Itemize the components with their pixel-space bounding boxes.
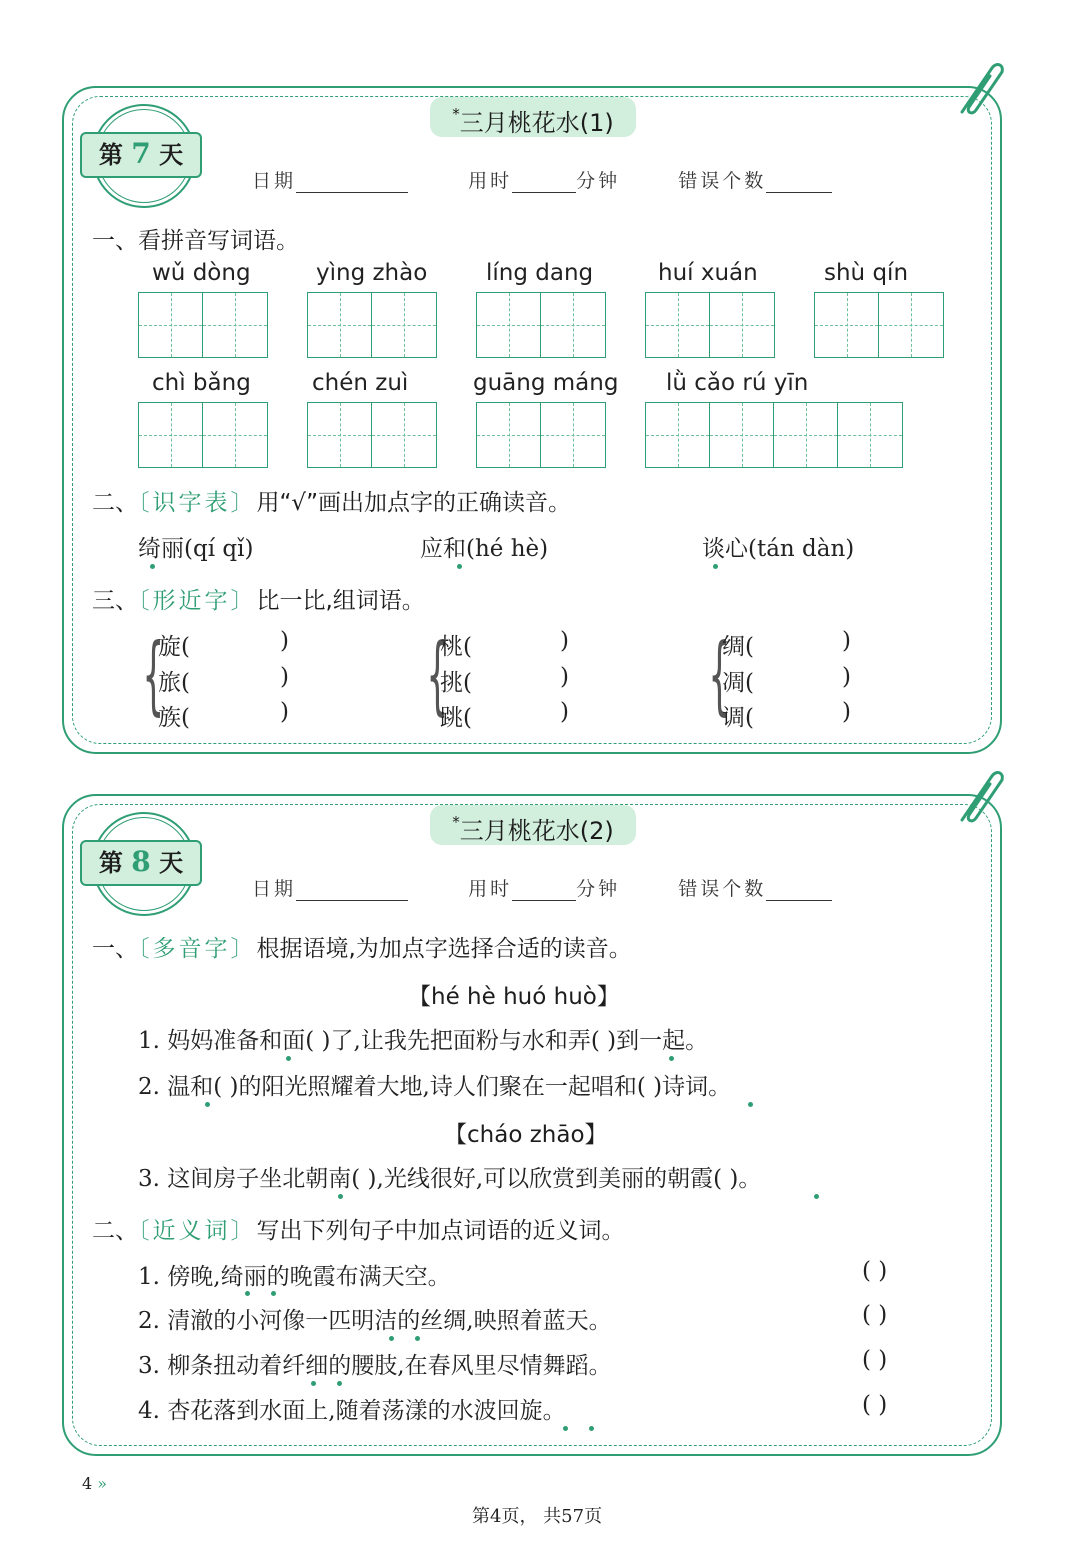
sentence[interactable]: 1. 妈妈准备和面( )了,让我先把面粉与水和弄( )到一起。 [138,1028,709,1054]
emphasis-dot [245,1291,250,1296]
writing-grid[interactable] [476,292,606,358]
day7-q3-heading: 三、〔形近字〕比一比,组词语。 [92,588,425,614]
answer-blank[interactable]: ( ) [862,1302,888,1328]
pinyin-label: lǜ cǎo rú yīn [666,370,809,396]
emphasis-dot [389,1336,394,1341]
compare-char: 桃( [440,634,472,660]
paren-close: ) [560,628,569,654]
errors-field[interactable] [766,881,832,901]
sentence[interactable]: 2. 温和( )的阳光照耀着大地,诗人们聚在一起唱和( )诗词。 [138,1074,732,1100]
paren-close: ) [842,628,851,654]
emphasis-dot [457,564,462,569]
compare-char: 调( [722,705,754,731]
day7-meta: 日期 用时 分钟 错误个数 [252,166,832,193]
emphasis-dot [150,564,155,569]
time-label: 用时 [468,878,513,900]
writing-grid[interactable] [814,292,944,358]
compare-char: 绸( [722,634,754,660]
brace: { [426,625,449,725]
category-tag: 〔形近字〕 [138,588,257,614]
pinyin-label: chén zuì [312,370,409,396]
emphasis-dot [748,1102,753,1107]
date-label: 日期 [252,878,297,900]
answer-blank[interactable]: ( ) [862,1258,888,1284]
day8-badge: 第 8 天 [80,812,200,932]
emphasis-dot [337,1381,342,1386]
compare-char: 族( [158,705,190,731]
emphasis-dot [271,1291,276,1296]
category-tag: 〔多音字〕 [138,936,257,962]
paren-close: ) [560,664,569,690]
synonym-sentence: 4. 杏花落到水面上,随着荡漾的水波回旋。 [138,1398,566,1424]
pinyin-label: huí xuán [658,260,758,286]
day7-title: *三月桃花水(1) [430,97,636,137]
writing-grid[interactable] [645,292,775,358]
pinyin-label: chì bǎng [152,370,251,396]
date-field[interactable] [296,173,408,193]
day8-q1-heading: 一、〔多音字〕根据语境,为加点字选择合适的读音。 [92,936,632,962]
emphasis-dot [589,1426,594,1431]
answer-blank[interactable]: ( ) [862,1392,888,1418]
writing-grid[interactable] [138,292,268,358]
errors-field[interactable] [766,173,832,193]
compare-char: 挑( [440,670,472,696]
paren-close: ) [280,628,289,654]
answer-blank[interactable]: ( ) [862,1347,888,1373]
category-tag: 〔近义词〕 [138,1218,257,1244]
writing-grid[interactable] [307,292,437,358]
pinyin-label: wǔ dòng [152,260,251,286]
compare-char: 凋( [722,670,754,696]
day8-meta: 日期 用时 分钟 错误个数 [252,874,832,901]
paperclip-icon [952,60,1008,120]
pronunciation-options: 【hé hè huó huò】 [408,984,620,1010]
emphasis-dot [286,1056,291,1061]
sentence[interactable]: 3. 这间房子坐北朝南( ),光线很好,可以欣赏到美丽的朝霞( )。 [138,1166,762,1192]
writing-grid[interactable] [476,402,606,468]
pronunciation-item[interactable]: 谈心(tán dàn) [702,536,855,562]
pinyin-label: yìng zhào [316,260,428,286]
day8-title: *三月桃花水(2) [430,805,636,845]
brace: { [708,625,731,725]
date-field[interactable] [296,881,408,901]
emphasis-dot [205,1102,210,1107]
day8-q2-heading: 二、〔近义词〕写出下列句子中加点词语的近义词。 [92,1218,625,1244]
date-label: 日期 [252,170,297,192]
paren-close: ) [560,699,569,725]
paperclip-icon [952,768,1008,828]
paren-close: ) [842,699,851,725]
emphasis-dot [311,1381,316,1386]
pinyin-label: shù qín [824,260,909,286]
synonym-sentence: 2. 清澈的小河像一匹明洁的丝绸,映照着蓝天。 [138,1308,612,1334]
day7-q2-heading: 二、〔识字表〕用“√”画出加点字的正确读音。 [92,490,571,516]
synonym-sentence: 3. 柳条扭动着纤细的腰肢,在春风里尽情舞蹈。 [138,1353,612,1379]
compare-char: 跳( [440,705,472,731]
errors-label: 错误个数 [678,170,767,192]
emphasis-dot [415,1336,420,1341]
pinyin-label: guāng máng [473,370,619,396]
day7-q1-heading: 一、看拼音写词语。 [92,228,299,254]
emphasis-dot [338,1194,343,1199]
writing-grid[interactable] [138,402,268,468]
pronunciation-options: 【cháo zhāo】 [444,1122,608,1148]
day7-badge: 第 7 天 [80,104,200,224]
errors-label: 错误个数 [678,878,767,900]
synonym-sentence: 1. 傍晚,绮丽的晚霞布满天空。 [138,1264,451,1290]
emphasis-dot [814,1194,819,1199]
time-field[interactable] [512,881,576,901]
pronunciation-item[interactable]: 应和(hé hè) [420,536,549,562]
paren-close: ) [280,699,289,725]
time-label: 用时 [468,170,513,192]
emphasis-dot [713,564,718,569]
emphasis-dot [669,1056,674,1061]
page-number: 4 » [82,1474,108,1493]
pronunciation-item[interactable]: 绮丽(qí qǐ) [138,536,254,562]
page-footer: 第4页， 共57页 [472,1506,603,1527]
compare-char: 旋( [158,634,190,660]
paren-close: ) [842,664,851,690]
writing-grid[interactable] [645,402,903,468]
pinyin-label: líng dang [486,260,594,286]
paren-close: ) [280,664,289,690]
category-tag: 〔识字表〕 [138,490,257,516]
time-field[interactable] [512,173,576,193]
emphasis-dot [563,1426,568,1431]
compare-char: 旅( [158,670,190,696]
brace: { [142,625,165,725]
writing-grid[interactable] [307,402,437,468]
